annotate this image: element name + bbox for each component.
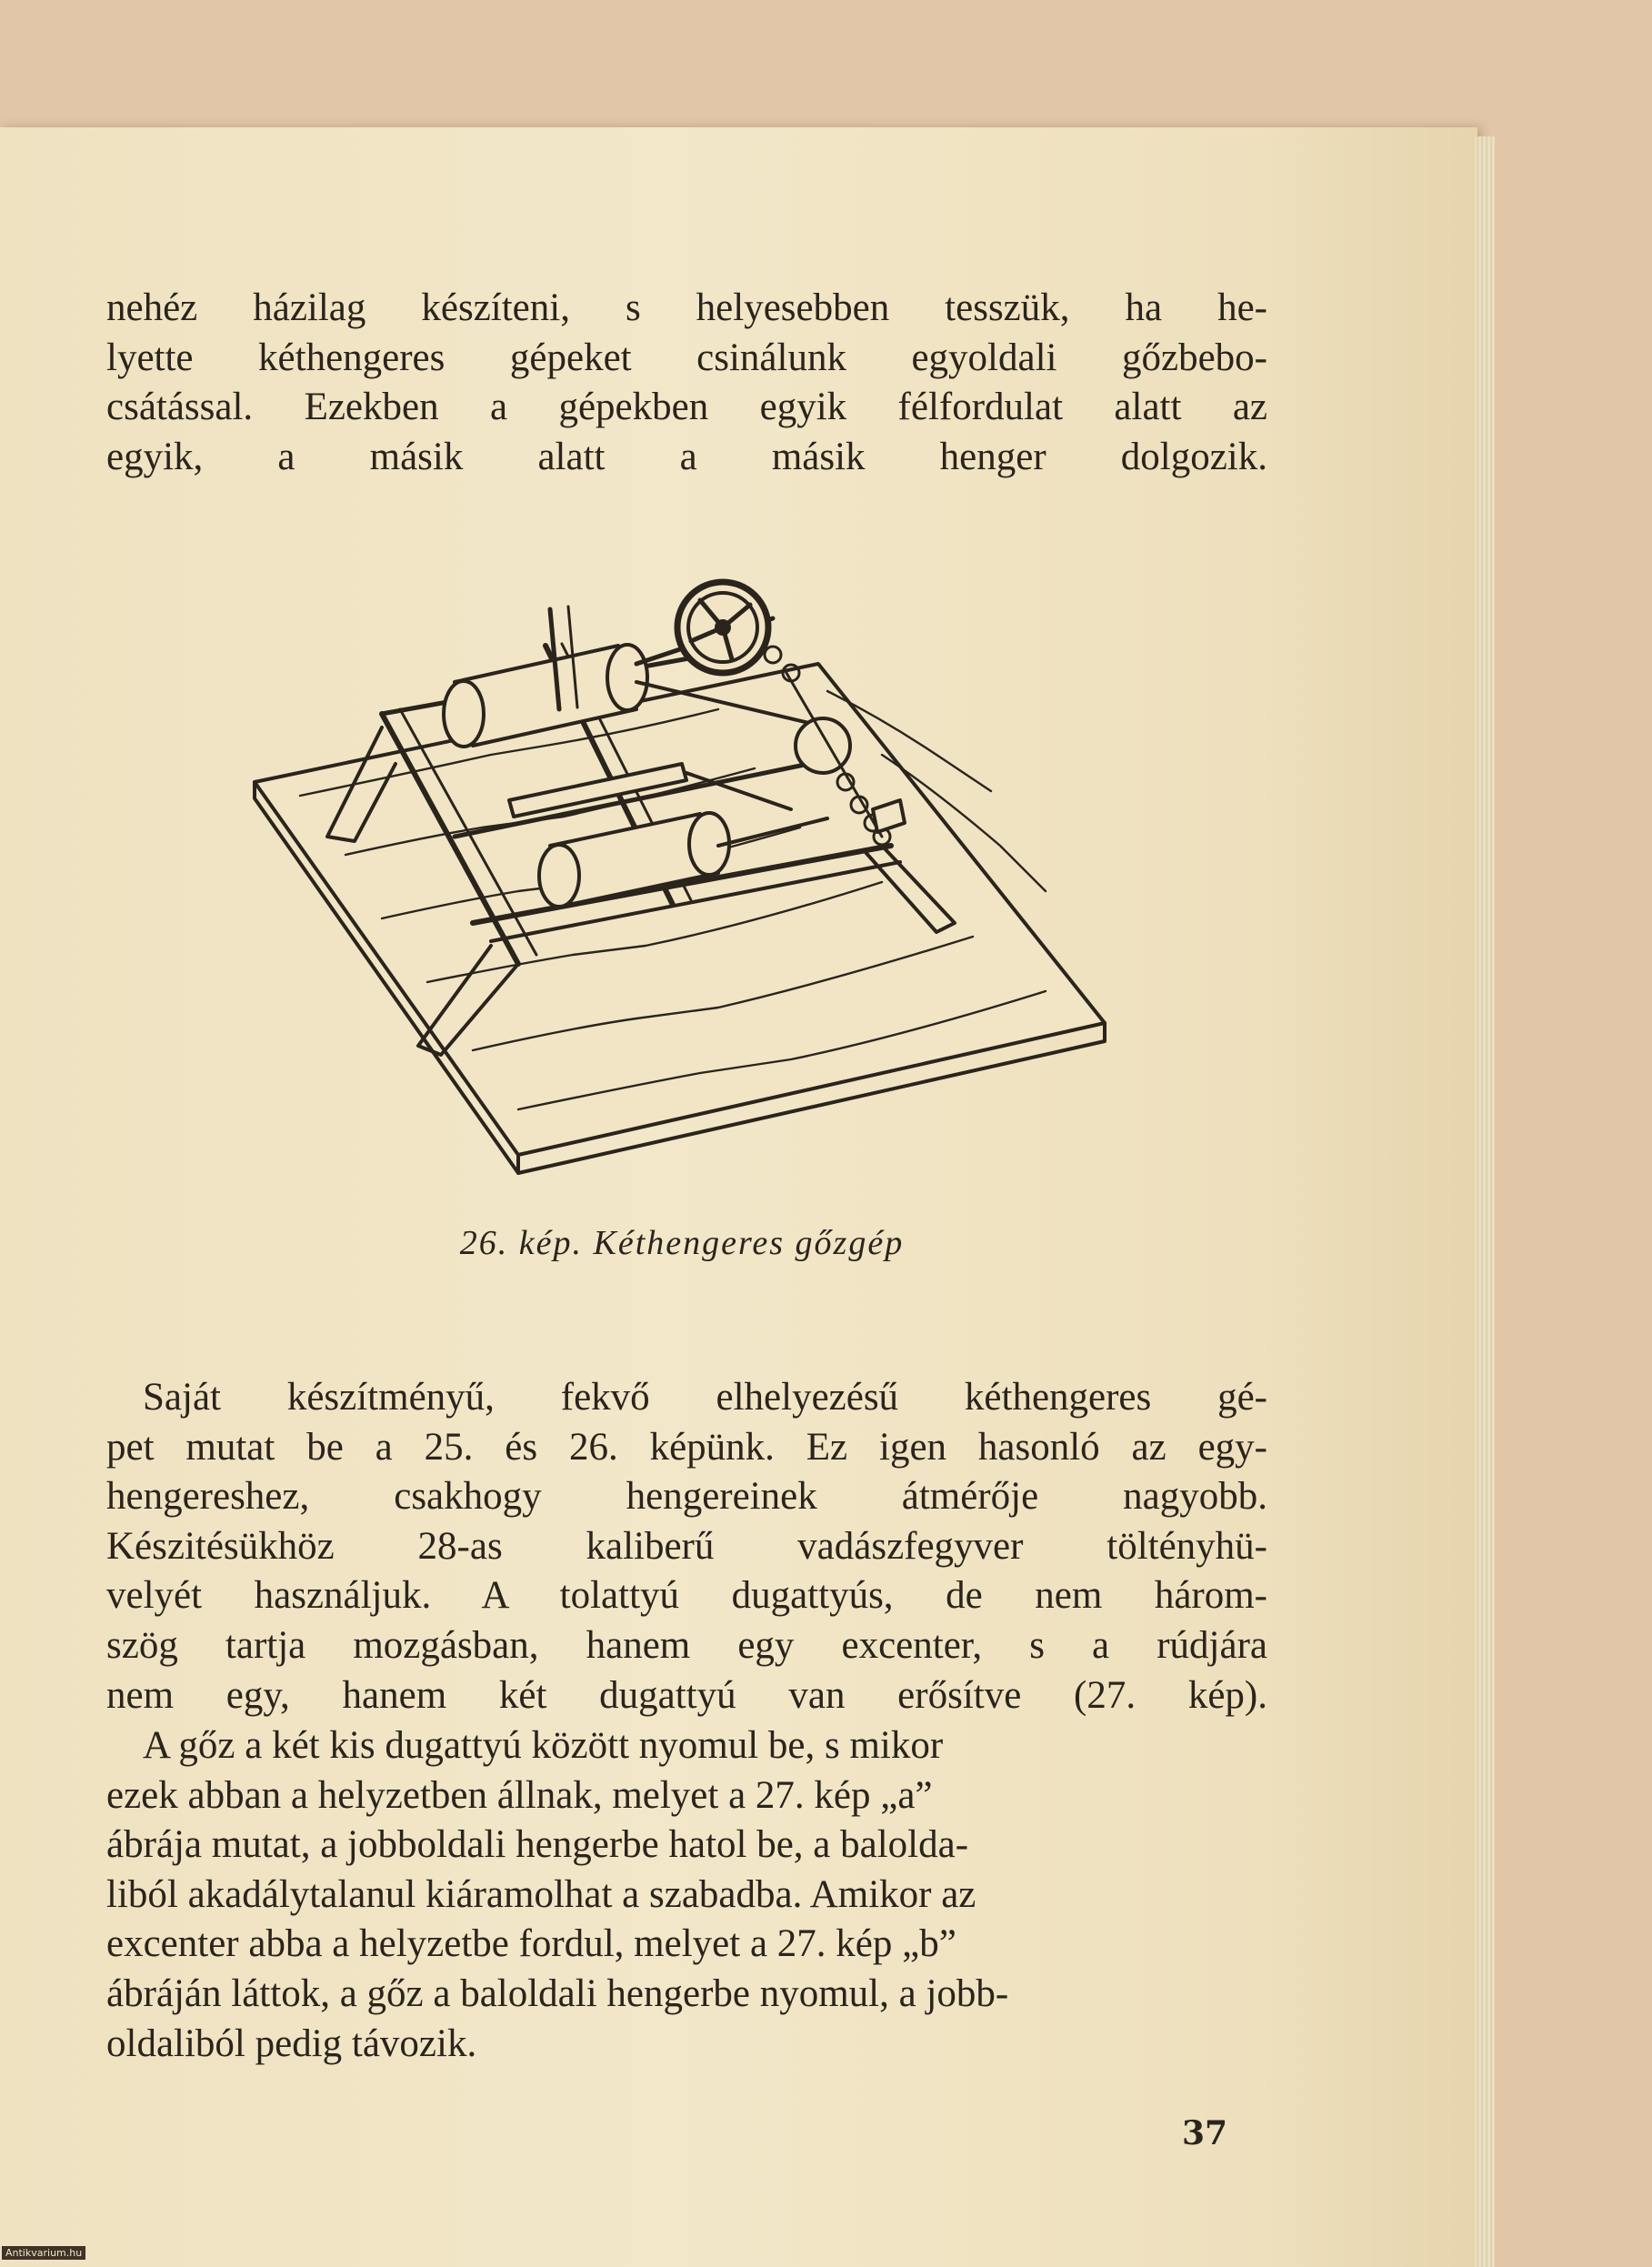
text-line: nem egy, hanem két dugattyú van erősítve (27. kép).	[106, 1673, 1267, 1717]
text-line: liból akadálytalanul kiáramolhat a szabadba. Amikor az	[106, 1872, 976, 1916]
text-line: szög tartja mozgásban, hanem egy excenter, s a rúdjára	[106, 1623, 1267, 1667]
text-line: Saját készítményű, fekvő elhelyezésű kéthengeres gé-	[143, 1376, 1267, 1419]
paragraph-1	[106, 284, 1267, 482]
text-line: excenter abba a helyzetbe fordul, melyet a 27. kép „b”	[106, 1922, 956, 1966]
text-line: csátással. Ezekben a gépekben egyik félfordulat alatt az	[106, 386, 1267, 429]
text-line: hengereshez, csakhogy hengereinek átmérője nagyobb.	[106, 1475, 1267, 1519]
text-line: oldaliból pedig távozik.	[106, 2021, 477, 2065]
watermark: Antikvarium.hu	[2, 2246, 85, 2260]
page-edge	[1475, 136, 1495, 2267]
text-line: egyik, a másik alatt a másik henger dolgozik.	[106, 435, 1267, 478]
text-line: lyette kéthengeres gépeket csinálunk egyoldali gőzbebo-	[106, 336, 1267, 379]
page-number: 37	[1182, 2114, 1228, 2152]
text-line: velyét használjuk. A tolattyú dugattyús, de nem három-	[106, 1574, 1267, 1618]
text-line: pet mutat be a 25. és 26. képünk. Ez igen hasonló az egy-	[106, 1425, 1267, 1469]
eccentric	[796, 718, 850, 773]
text-line: A gőz a két kis dugattyú között nyomul be, s mikor	[143, 1724, 944, 1767]
paragraph-3	[106, 1721, 1267, 2069]
text-line: ábráján láttok, a gőz a baloldali hengerbe nyomul, a jobb-	[106, 1971, 1009, 2015]
text-line: nehéz házilag készíteni, s helyesebben tesszük, ha he-	[106, 286, 1267, 329]
paragraph-2	[106, 1373, 1267, 1720]
figure-caption: 26. kép. Kéthengeres gőzgép	[459, 1224, 905, 1262]
steam-engine-figure	[245, 573, 1118, 1191]
text-line: ezek abban a helyzetben állnak, melyet a 27. kép „a”	[106, 1773, 933, 1817]
flywheel	[677, 582, 768, 673]
text-line: ábrája mutat, a jobboldali hengerbe hatol be, a balolda-	[106, 1823, 969, 1867]
text-line: Készitésükhöz 28-as kaliberű vadászfegyver töltényhü-	[106, 1524, 1267, 1568]
board-top	[255, 664, 1105, 1155]
